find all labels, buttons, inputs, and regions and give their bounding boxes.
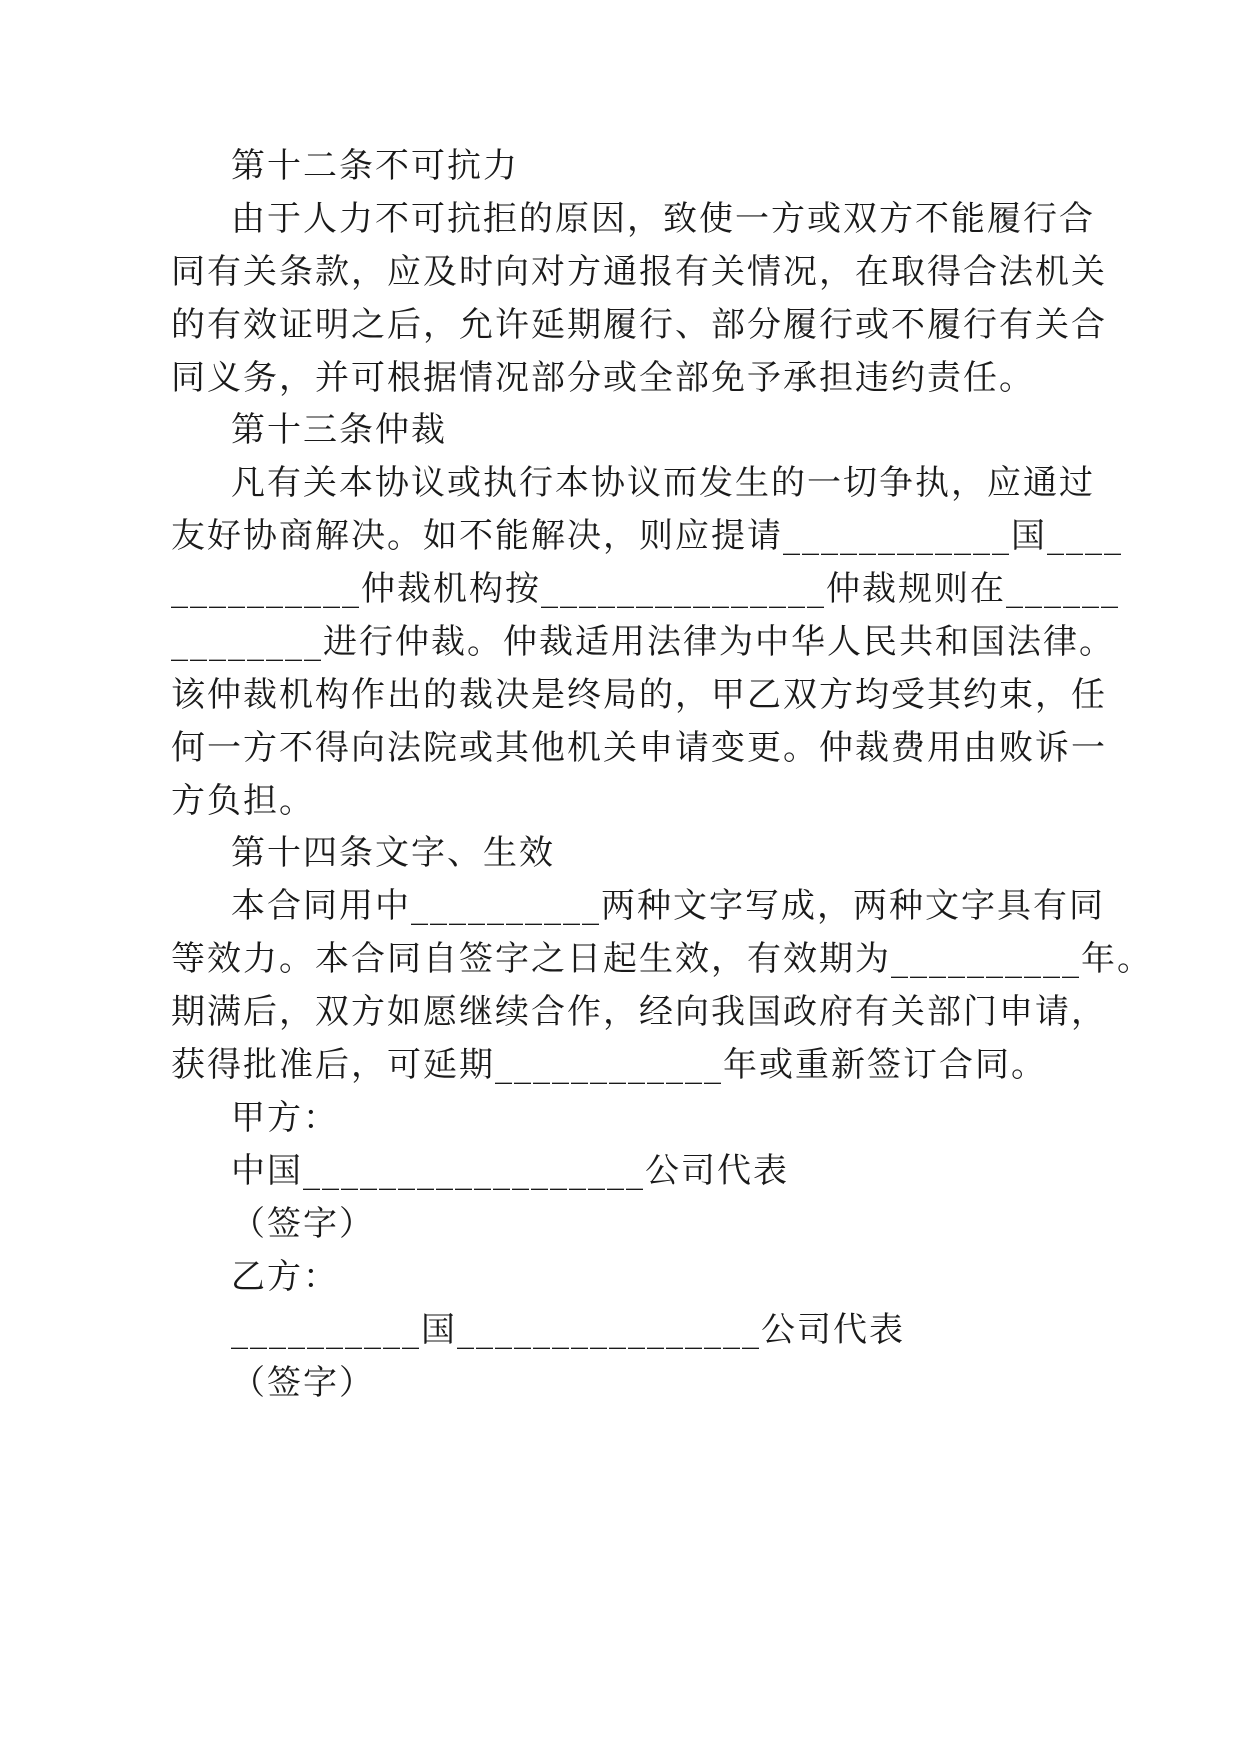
clause-12-text-line-4: 同义务，并可根据情况部分或全部免予承担违约责任。 [171, 358, 1035, 398]
party-b-label: 乙方： [231, 1257, 339, 1297]
clause-13-text-line-3: __________仲裁机构按_______________仲裁规则在______ [171, 569, 1120, 609]
clause-13-heading: 第十三条仲裁 [231, 410, 447, 450]
clause-14-text-line-3: 期满后，双方如愿继续合作，经向我国政府有关部门申请， [171, 992, 1107, 1032]
party-a-signature-label: （签字） [231, 1204, 375, 1244]
clause-12-text-line-2: 同有关条款，应及时向对方通报有关情况，在取得合法机关 [171, 252, 1107, 292]
party-b-signature-label: （签字） [231, 1363, 375, 1403]
clause-14-heading: 第十四条文字、生效 [231, 833, 555, 873]
clause-12-heading: 第十二条不可抗力 [231, 146, 519, 186]
clause-13-text-line-7: 方负担。 [171, 781, 315, 821]
clause-12-text-line-3: 的有效证明之后，允许延期履行、部分履行或不履行有关合 [171, 305, 1107, 345]
clause-13-text-line-4: ________进行仲裁。仲裁适用法律为中华人民共和国法律。 [171, 622, 1115, 662]
party-a-company-line: 中国__________________公司代表 [231, 1151, 789, 1191]
clause-13-text-line-2: 友好协商解决。如不能解决，则应提请____________国____ [171, 516, 1123, 556]
clause-14-text-line-2: 等效力。本合同自签字之日起生效，有效期为__________年。 [171, 939, 1153, 979]
party-a-label: 甲方： [231, 1098, 339, 1138]
clause-14-text-line-1: 本合同用中__________两种文字写成，两种文字具有同 [231, 886, 1105, 926]
clause-13-text-line-5: 该仲裁机构作出的裁决是终局的，甲乙双方均受其约束，任 [171, 675, 1107, 715]
clause-13-text-line-6: 何一方不得向法院或其他机关申请变更。仲裁费用由败诉一 [171, 728, 1107, 768]
clause-13-text-line-1: 凡有关本协议或执行本协议而发生的一切争执，应通过 [231, 463, 1095, 503]
clause-12-text-line-1: 由于人力不可抗拒的原因，致使一方或双方不能履行合 [231, 199, 1095, 239]
party-b-company-line: __________国________________公司代表 [231, 1310, 905, 1350]
clause-14-text-line-4: 获得批准后，可延期____________年或重新签订合同。 [171, 1045, 1047, 1085]
